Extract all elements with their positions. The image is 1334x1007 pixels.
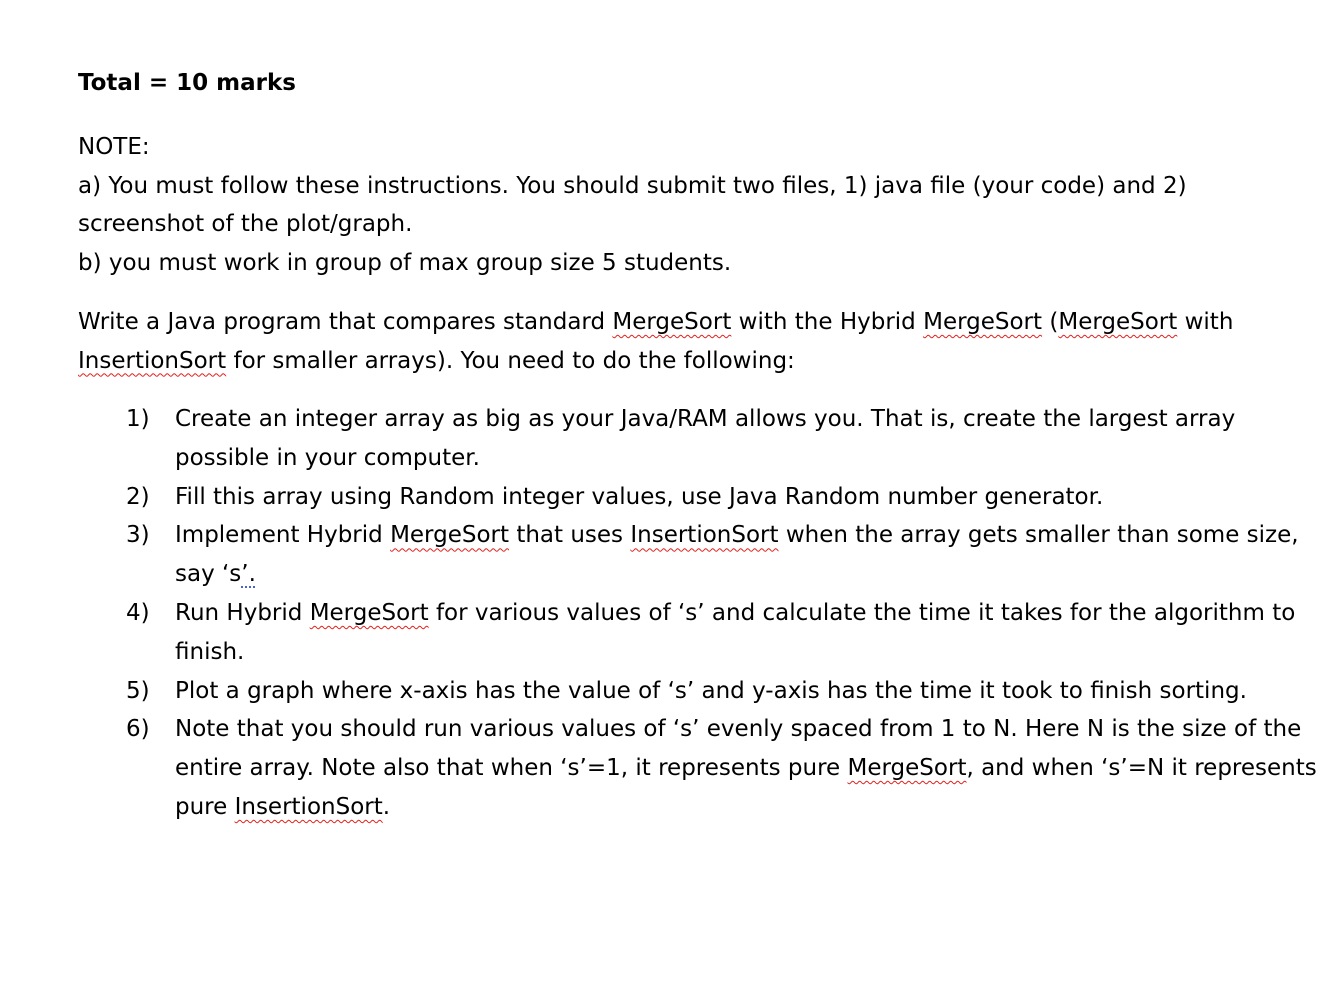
list-item-number: 5) — [126, 677, 150, 704]
grammar-flag[interactable]: ’. — [241, 561, 256, 588]
list-item-text: Implement Hybrid — [175, 522, 391, 549]
list-item-number: 2) — [126, 483, 150, 510]
list-item-text: for various values of ‘s’ and calculate the time it takes for the algorithm to finish. — [175, 599, 1296, 665]
list-item-text: when the array gets smaller than some size, say ‘s — [175, 522, 1299, 588]
spellcheck-word[interactable]: MergeSort — [847, 755, 967, 782]
spellcheck-word[interactable]: MergeSort — [390, 522, 510, 549]
spellcheck-word[interactable]: MergeSort — [923, 309, 1043, 335]
note-item-a: a) You must follow these instructions. You should submit two files, 1) java file (your code) and 2) screenshot of the plot/graph. — [78, 172, 1187, 238]
spellcheck-word[interactable]: InsertionSort — [630, 522, 779, 549]
list-item — [78, 400, 1318, 478]
list-item — [78, 672, 1318, 711]
list-item-number: 3) — [126, 522, 150, 549]
note-item-b: b) you must work in group of max group size 5 students. — [78, 249, 732, 276]
list-item-text: Note that you should run various values of ‘s’ evenly spaced from 1 to N. Here N is the size of the entire array. Note also that when ‘s’=1, it represents pure — [175, 716, 1302, 782]
intro-text: ( — [1042, 309, 1059, 335]
list-item-number: 4) — [126, 599, 150, 626]
list-item — [78, 516, 1318, 594]
list-item-text: Fill this array using Random integer values, use Java Random number generator. — [175, 483, 1104, 510]
intro-text: with the Hybrid — [731, 309, 924, 335]
spellcheck-word[interactable]: MergeSort — [309, 599, 429, 626]
spellcheck-word[interactable]: InsertionSort — [234, 793, 383, 820]
task-list — [78, 400, 1318, 827]
intro-paragraph — [78, 303, 1318, 380]
list-item-text: . — [382, 793, 391, 820]
intro-text: with — [1177, 309, 1234, 335]
intro-text: for smaller arrays). You need to do the following: — [226, 347, 795, 374]
list-item — [78, 594, 1318, 672]
intro-text: Write a Java program that compares standard — [78, 309, 613, 335]
list-item-text: , and when ‘s’=N it represents pure — [175, 755, 1317, 820]
list-item — [78, 710, 1318, 826]
list-item — [78, 478, 1318, 517]
list-item-text: Run Hybrid — [175, 599, 310, 626]
list-item-text: Plot a graph where x-axis has the value of ‘s’ and y-axis has the time it took to finish sorting. — [175, 677, 1247, 704]
list-item-text: Create an integer array as big as your Java/RAM allows you. That is, create the largest array possible in your computer. — [175, 406, 1236, 471]
list-item-number: 1) — [126, 406, 150, 432]
list-item-number: 6) — [126, 716, 150, 743]
spellcheck-word[interactable]: InsertionSort — [78, 347, 227, 374]
list-item-text: that uses — [509, 522, 631, 549]
spellcheck-word[interactable]: MergeSort — [1058, 309, 1178, 335]
spellcheck-word[interactable]: MergeSort — [612, 309, 732, 335]
note-heading: NOTE: — [78, 134, 150, 160]
total-marks-heading: Total = 10 marks — [78, 70, 296, 96]
note-section — [78, 128, 1318, 282]
